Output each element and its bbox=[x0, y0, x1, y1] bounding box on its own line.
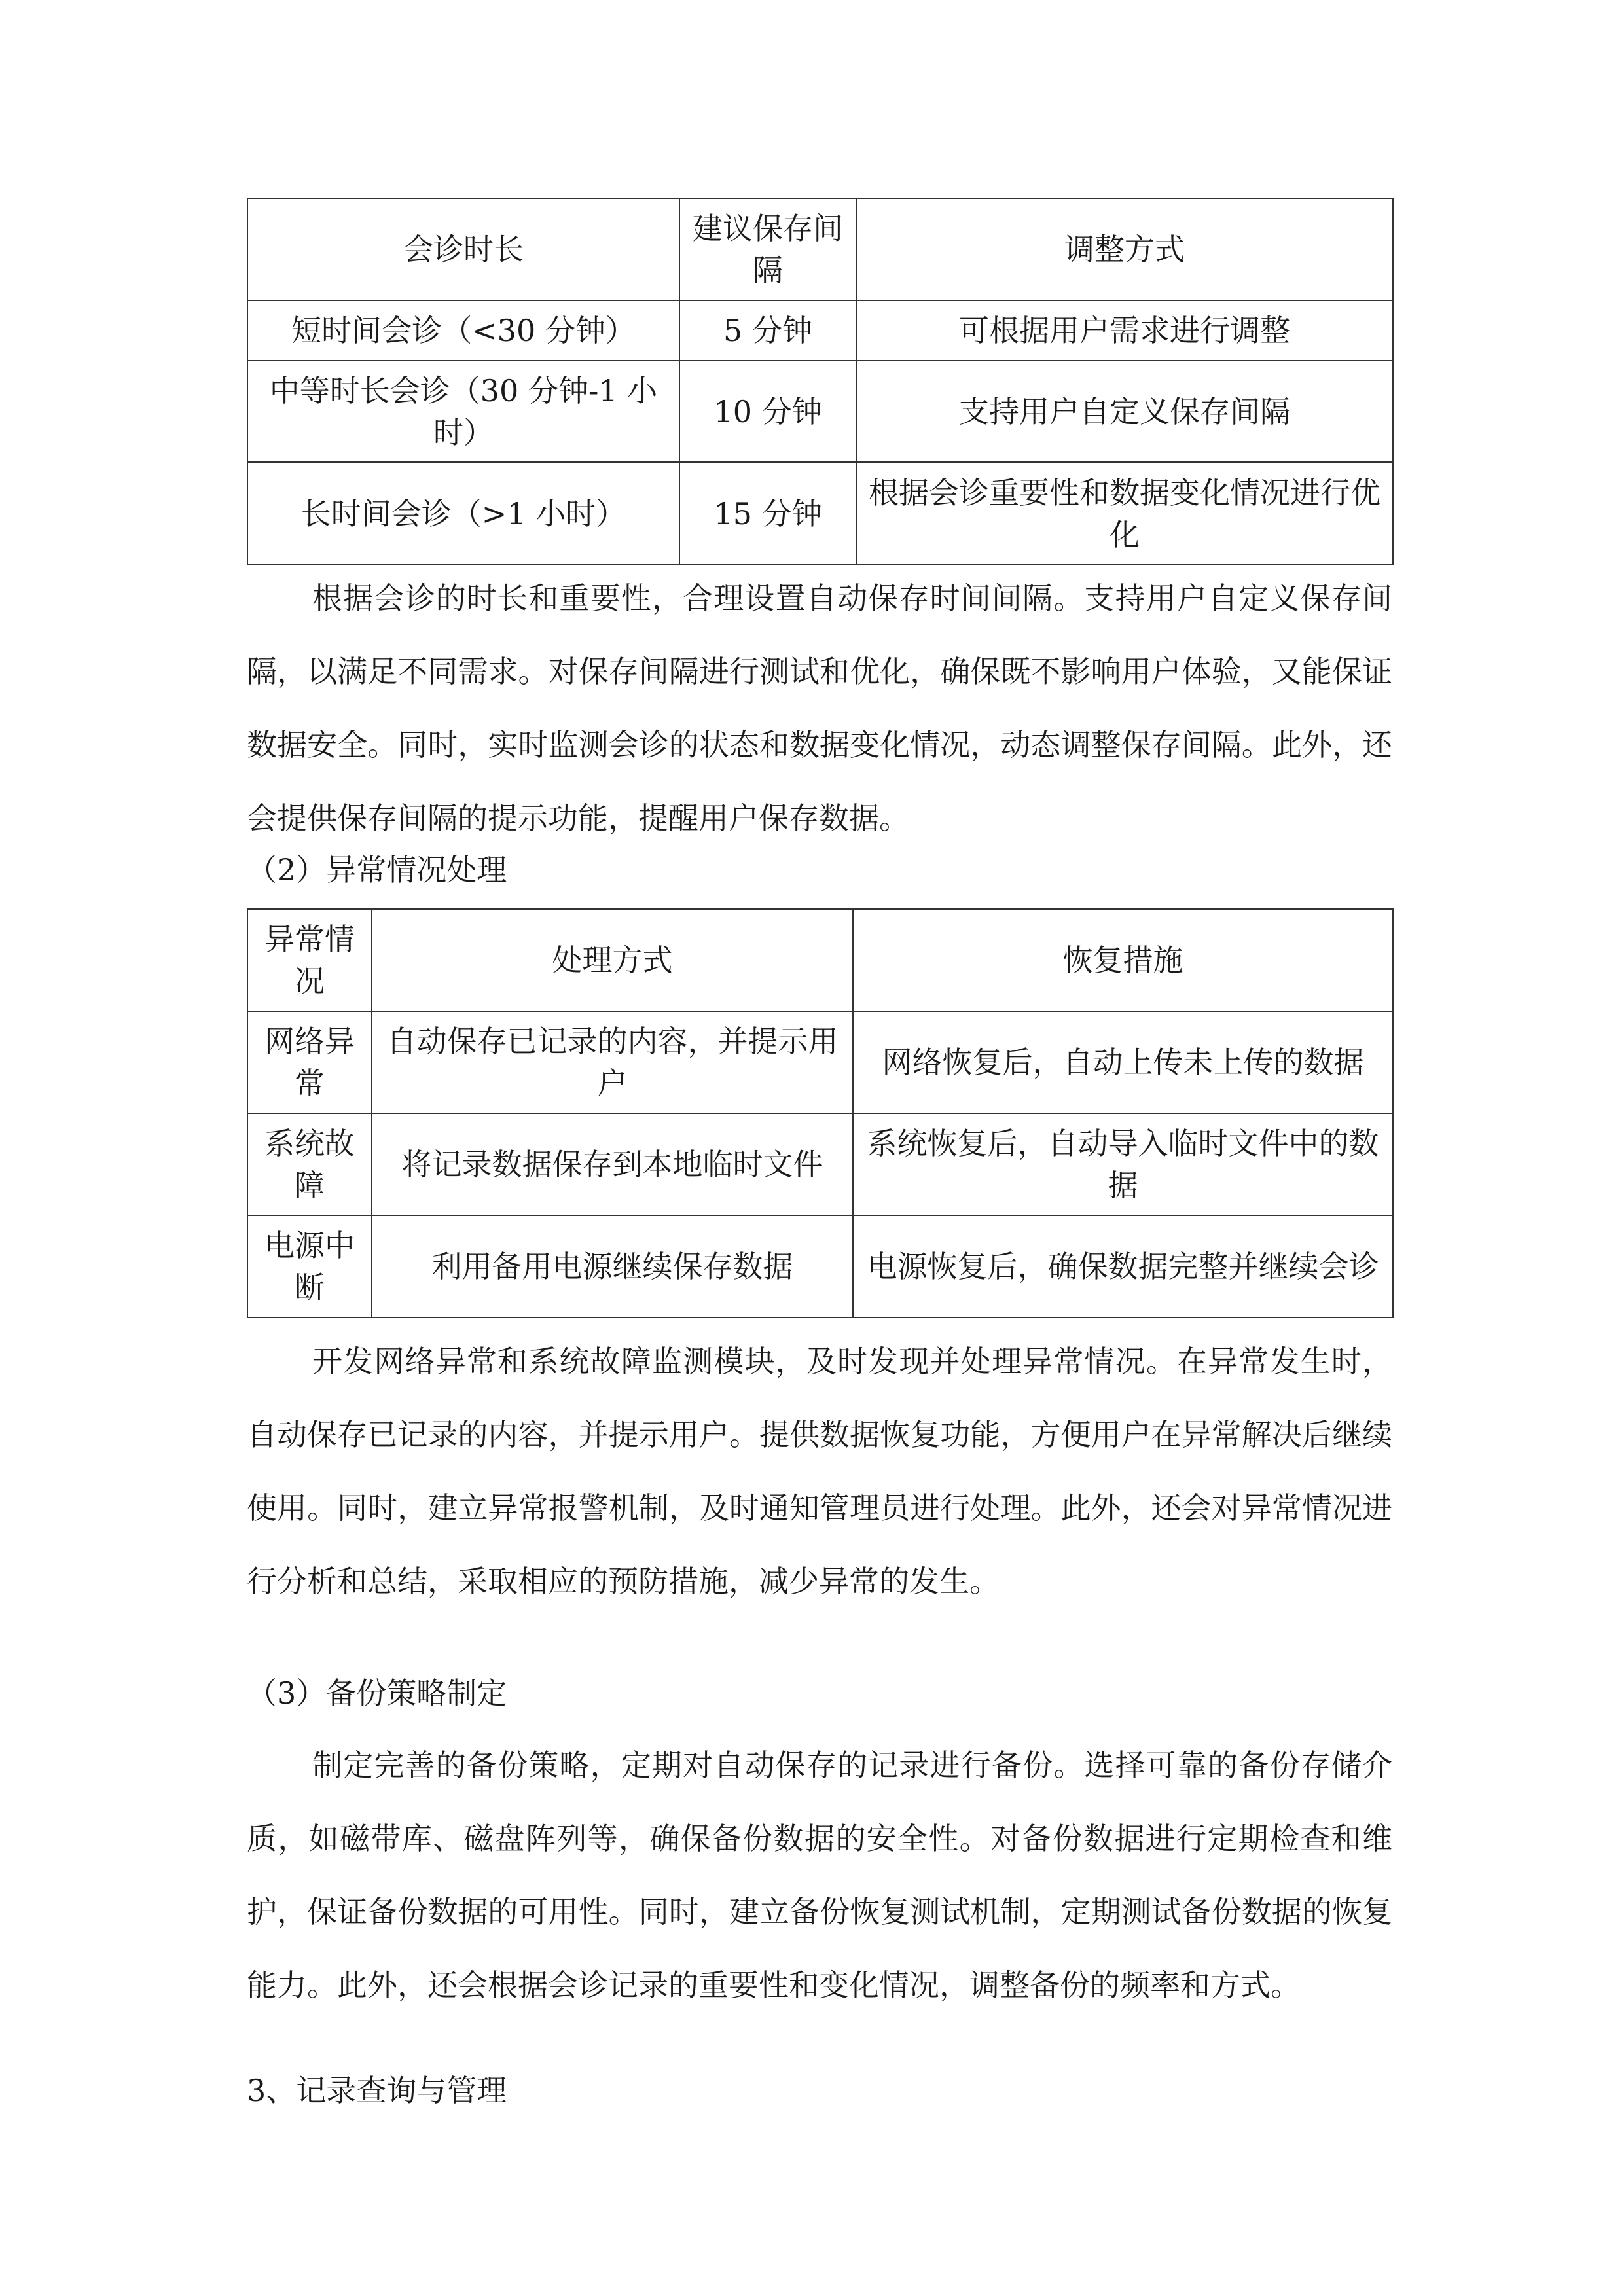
table-header-cell: 恢复措施 bbox=[853, 909, 1393, 1011]
table-header-row bbox=[247, 198, 1393, 300]
section-heading-backup-strategy: （3）备份策略制定 bbox=[247, 1676, 507, 1711]
paragraph-backup-strategy: 制定完善的备份策略，定期对自动保存的记录进行备份。选择可靠的备份存储介质，如磁带库、磁盘阵列等，确保备份数据的安全性。对备份数据进行定期检查和维护，保证备份数据的可用性。同时，建立备份恢复测试机制，定期测试备份数据的恢复能力。此外，还会根据会诊记录的重要性和变化情况，调整备份的频率和方式。 bbox=[247, 1748, 1392, 2003]
table-row bbox=[247, 1215, 1393, 1318]
paragraph-save-interval: 根据会诊的时长和重要性，合理设置自动保存时间间隔。支持用户自定义保存间隔，以满足不同需求。对保存间隔进行测试和优化，确保既不影响用户体验，又能保证数据安全。同时，实时监测会诊的状态和数据变化情况，动态调整保存间隔。此外，还会提供保存间隔的提示功能，提醒用户保存数据。 bbox=[247, 581, 1392, 836]
table-cell: 系统故障 bbox=[247, 1113, 372, 1215]
table-header-cell: 调整方式 bbox=[856, 198, 1393, 300]
table-cell: 短时间会诊（<30 分钟） bbox=[247, 300, 679, 361]
table-header-cell: 处理方式 bbox=[372, 909, 853, 1011]
table-cell: 电源中断 bbox=[247, 1215, 372, 1318]
table-header-row bbox=[247, 909, 1393, 1011]
table-row bbox=[247, 1011, 1393, 1113]
table-header-cell: 异常情况 bbox=[247, 909, 372, 1011]
exception-handling-table bbox=[247, 908, 1394, 1318]
table-header-cell: 建议保存间隔 bbox=[679, 198, 856, 300]
table-cell: 中等时长会诊（30 分钟-1 小时） bbox=[247, 361, 679, 462]
table-cell: 电源恢复后，确保数据完整并继续会诊 bbox=[853, 1215, 1393, 1318]
table-row bbox=[247, 462, 1393, 565]
table-cell: 利用备用电源继续保存数据 bbox=[372, 1215, 853, 1318]
table-cell: 系统恢复后，自动导入临时文件中的数据 bbox=[853, 1113, 1393, 1215]
table-row bbox=[247, 300, 1393, 361]
table-cell: 10 分钟 bbox=[679, 361, 856, 462]
table-cell: 网络异常 bbox=[247, 1011, 372, 1113]
table-cell: 支持用户自定义保存间隔 bbox=[856, 361, 1393, 462]
paragraph-exception-monitoring: 开发网络异常和系统故障监测模块，及时发现并处理异常情况。在异常发生时，自动保存已记录的内容，并提示用户。提供数据恢复功能，方便用户在异常解决后继续使用。同时，建立异常报警机制，及时通知管理员进行处理。此外，还会对异常情况进行分析和总结，采取相应的预防措施，减少异常的发生。 bbox=[247, 1344, 1392, 1599]
table-row bbox=[247, 361, 1393, 462]
section-heading-record-query: 3、记录查询与管理 bbox=[247, 2073, 507, 2108]
section-heading-exception-handling: （2）异常情况处理 bbox=[247, 852, 507, 888]
table-header-cell: 会诊时长 bbox=[247, 198, 679, 300]
save-interval-table bbox=[247, 198, 1394, 565]
table-cell: 15 分钟 bbox=[679, 462, 856, 565]
table-row bbox=[247, 1113, 1393, 1215]
table-cell: 将记录数据保存到本地临时文件 bbox=[372, 1113, 853, 1215]
table-cell: 长时间会诊（>1 小时） bbox=[247, 462, 679, 565]
table-cell: 网络恢复后，自动上传未上传的数据 bbox=[853, 1011, 1393, 1113]
table-cell: 根据会诊重要性和数据变化情况进行优化 bbox=[856, 462, 1393, 565]
table-cell: 可根据用户需求进行调整 bbox=[856, 300, 1393, 361]
table-cell: 5 分钟 bbox=[679, 300, 856, 361]
table-cell: 自动保存已记录的内容，并提示用户 bbox=[372, 1011, 853, 1113]
